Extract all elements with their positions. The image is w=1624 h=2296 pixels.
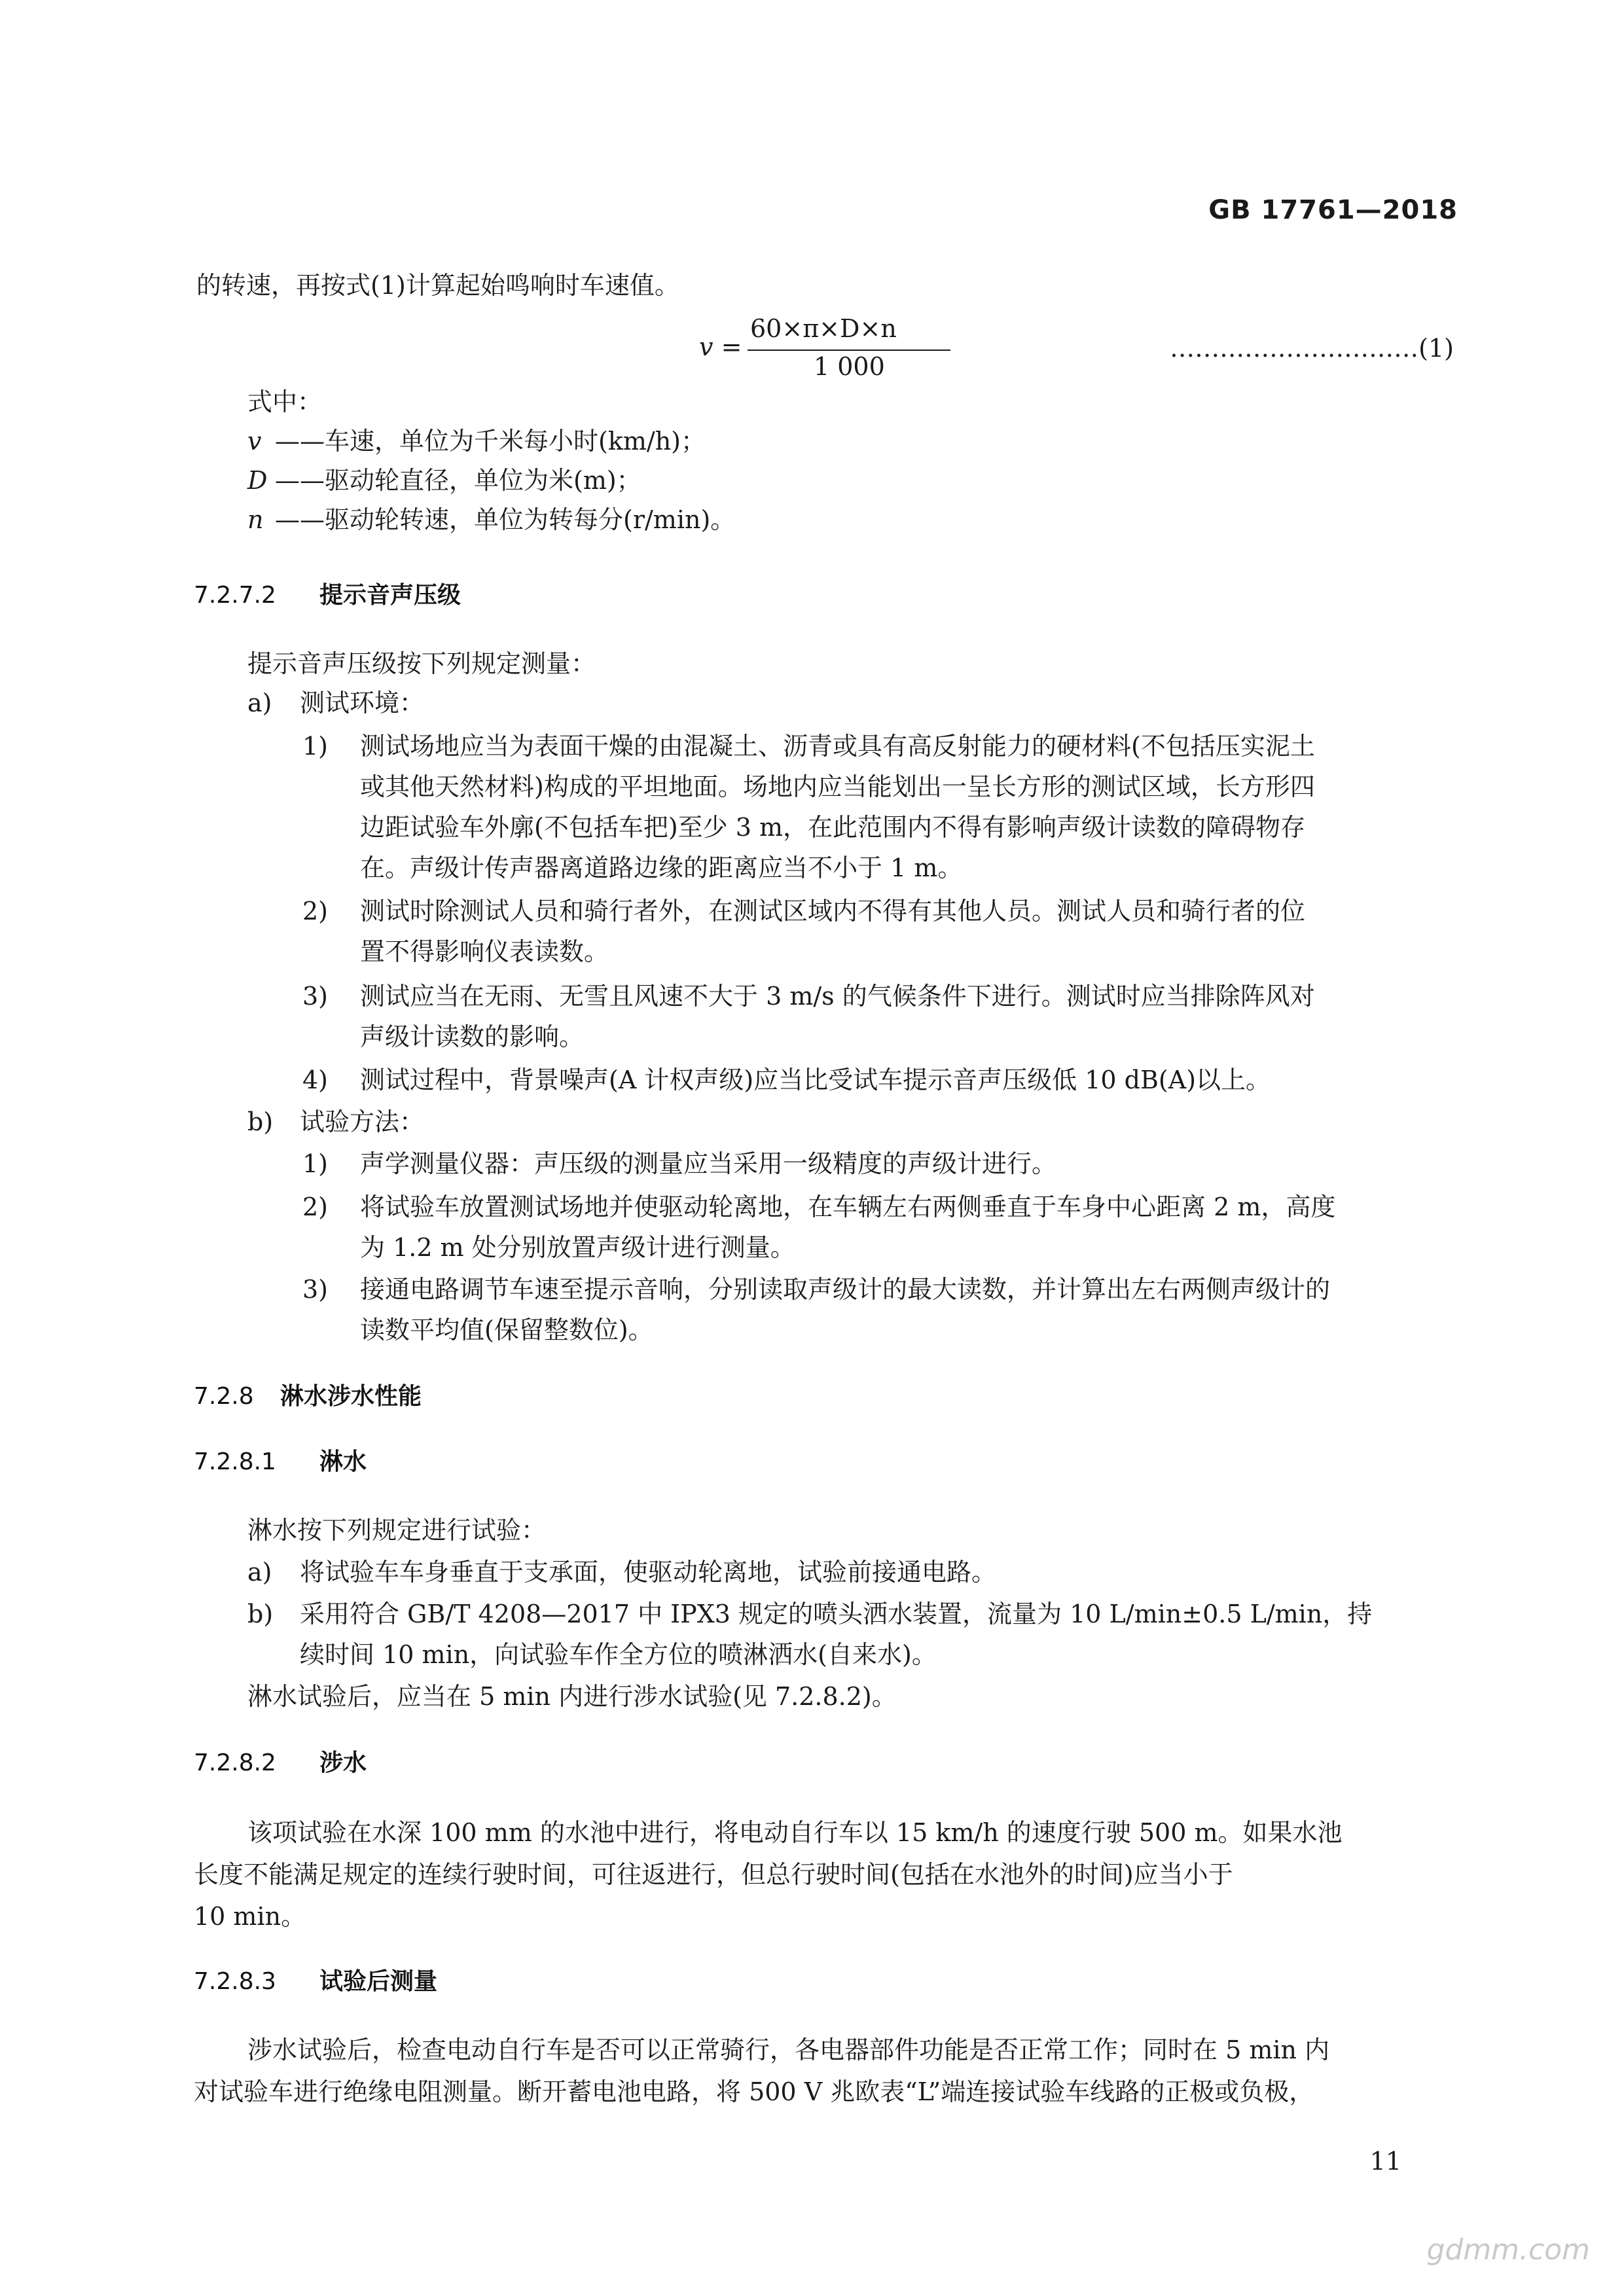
list-line: 边距试验车外廓(不包括车把)至少 3 m，在此范围内不得有影响声级计读数的障碍物存 xyxy=(360,813,1306,842)
section-title: 试验后测量 xyxy=(319,1968,438,1995)
list-label: a) xyxy=(247,689,272,717)
list-line: 续时间 10 min，向试验车作全方位的喷淋洒水(自来水)。 xyxy=(300,1640,937,1669)
section-heading-7281 xyxy=(194,1446,367,1478)
list-line: 测试应当在无雨、无雪且风速不大于 3 m/s 的气候条件下进行。测试时应当排除阵风对 xyxy=(360,982,1315,1011)
list-line: 声级计读数的影响。 xyxy=(360,1022,585,1051)
sub-label: 1) xyxy=(302,1149,329,1178)
section-number: 7.2.8.1 xyxy=(194,1448,276,1475)
paragraph: 淋水试验后，应当在 5 min 内进行涉水试验(见 7.2.8.2)。 xyxy=(247,1682,897,1711)
section-heading-728 xyxy=(194,1381,422,1412)
list-item-title: 试验方法： xyxy=(300,1107,425,1136)
paragraph-line: 对试验车进行绝缘电阻测量。断开蓄电池电路，将 500 V 兆欧表“L”端连接试验车线路的正极或负极， xyxy=(194,2077,1314,2106)
list-line: 接通电路调节车速至提示音响，分别读取声级计的最大读数，并计算出左右两侧声级计的 xyxy=(360,1275,1331,1304)
where-desc: 驱动轮直径，单位为米(m)； xyxy=(325,466,641,495)
where-item-v xyxy=(247,425,706,457)
list-label: a) xyxy=(247,1558,272,1587)
section-title: 提示音声压级 xyxy=(319,582,461,609)
sub-label: 3) xyxy=(302,982,329,1011)
section-title: 淋水 xyxy=(319,1448,367,1475)
paragraph-line: 该项试验在水深 100 mm 的水池中进行，将电动自行车以 15 km/h 的速度行驶 500 m。如果水池 xyxy=(247,1818,1343,1847)
where-sym: v xyxy=(247,427,262,456)
sub-label: 2) xyxy=(302,1193,329,1221)
list-line: 置不得影响仪表读数。 xyxy=(360,937,609,966)
formula-numerator: 60×π×D×n xyxy=(750,314,897,343)
paragraph-line: 10 min。 xyxy=(194,1902,306,1931)
watermark: gdmm.com xyxy=(1426,2233,1590,2267)
sub-label: 4) xyxy=(302,1066,329,1094)
list-line: 声学测量仪器：声压级的测量应当采用一级精度的声级计进行。 xyxy=(360,1149,1057,1178)
where-desc: 驱动轮转速，单位为转每分(r/min)。 xyxy=(325,505,736,534)
formula-number: …………………………(1) xyxy=(1170,334,1454,363)
section-heading-7283 xyxy=(194,1966,437,1998)
list-line: 将试验车放置测试场地并使驱动轮离地，在车辆左右两侧垂直于车身中心距离 2 m，高度 xyxy=(360,1193,1336,1221)
section-title: 涉水 xyxy=(319,1749,367,1776)
list-line: 在。声级计传声器离道路边缘的距离应当不小于 1 m。 xyxy=(360,853,963,882)
paragraph: 淋水按下列规定进行试验： xyxy=(247,1516,547,1545)
formula xyxy=(699,314,961,386)
list-item-title: 测试环境： xyxy=(300,689,425,717)
where-item-n xyxy=(247,504,735,535)
section-heading-7282 xyxy=(194,1748,367,1779)
intro-line: 的转速，再按式(1)计算起始鸣响时车速值。 xyxy=(196,271,679,300)
paragraph-line: 涉水试验后，检查电动自行车是否可以正常骑行，各电器部件功能是否正常工作；同时在 5 min 内 xyxy=(247,2036,1330,2064)
formula-lhs xyxy=(699,332,742,361)
list-line: 测试过程中，背景噪声(A 计权声级)应当比受试车提示音声压级低 10 dB(A)以上。 xyxy=(360,1066,1271,1094)
list-line: 测试时除测试人员和骑行者外，在测试区域内不得有其他人员。测试人员和骑行者的位 xyxy=(360,897,1306,925)
list-label: b) xyxy=(247,1107,274,1136)
formula-eq: = xyxy=(721,332,742,361)
fraction-bar xyxy=(748,350,950,351)
list-label: b) xyxy=(247,1600,274,1628)
where-dash: —— xyxy=(275,466,325,495)
sub-label: 2) xyxy=(302,897,329,925)
where-dash: —— xyxy=(275,505,325,534)
section-number: 7.2.8.3 xyxy=(194,1968,276,1995)
page-number: 11 xyxy=(1369,2147,1401,2176)
list-line: 为 1.2 m 处分别放置声级计进行测量。 xyxy=(360,1233,795,1262)
where-dash: —— xyxy=(275,427,325,456)
section-number: 7.2.7.2 xyxy=(194,582,276,609)
paragraph-line: 长度不能满足规定的连续行驶时间，可往返进行，但总行驶时间(包括在水池外的时间)应当小于 xyxy=(194,1860,1233,1889)
formula-denominator: 1 000 xyxy=(814,352,885,381)
list-line: 将试验车车身垂直于支承面，使驱动轮离地，试验前接通电路。 xyxy=(300,1558,997,1587)
list-line: 采用符合 GB/T 4208—2017 中 IPX3 规定的喷头洒水装置，流量为 10 L/min±0.5 L/min，持 xyxy=(300,1600,1373,1628)
list-line: 测试场地应当为表面干燥的由混凝土、沥青或具有高反射能力的硬材料(不包括压实泥土 xyxy=(360,732,1315,761)
where-sym: n xyxy=(247,505,264,534)
section-title: 淋水涉水性能 xyxy=(280,1383,422,1410)
list-line: 读数平均值(保留整数位)。 xyxy=(360,1316,653,1344)
list-line: 或其他天然材料)构成的平坦地面。场地内应当能划出一呈长方形的测试区域，长方形四 xyxy=(360,772,1315,801)
formula-var: v xyxy=(699,332,713,361)
standard-code: GB 17761—2018 xyxy=(1208,195,1458,225)
where-label: 式中： xyxy=(247,387,323,416)
section-number: 7.2.8.2 xyxy=(194,1749,276,1776)
section-number: 7.2.8 xyxy=(194,1383,254,1410)
where-desc: 车速，单位为千米每小时(km/h)； xyxy=(325,427,706,456)
where-sym: D xyxy=(247,466,268,495)
where-item-d xyxy=(247,465,641,496)
sub-label: 1) xyxy=(302,732,329,761)
paragraph: 提示音声压级按下列规定测量： xyxy=(247,649,596,678)
section-heading-7272 xyxy=(194,580,461,611)
sub-label: 3) xyxy=(302,1275,329,1304)
